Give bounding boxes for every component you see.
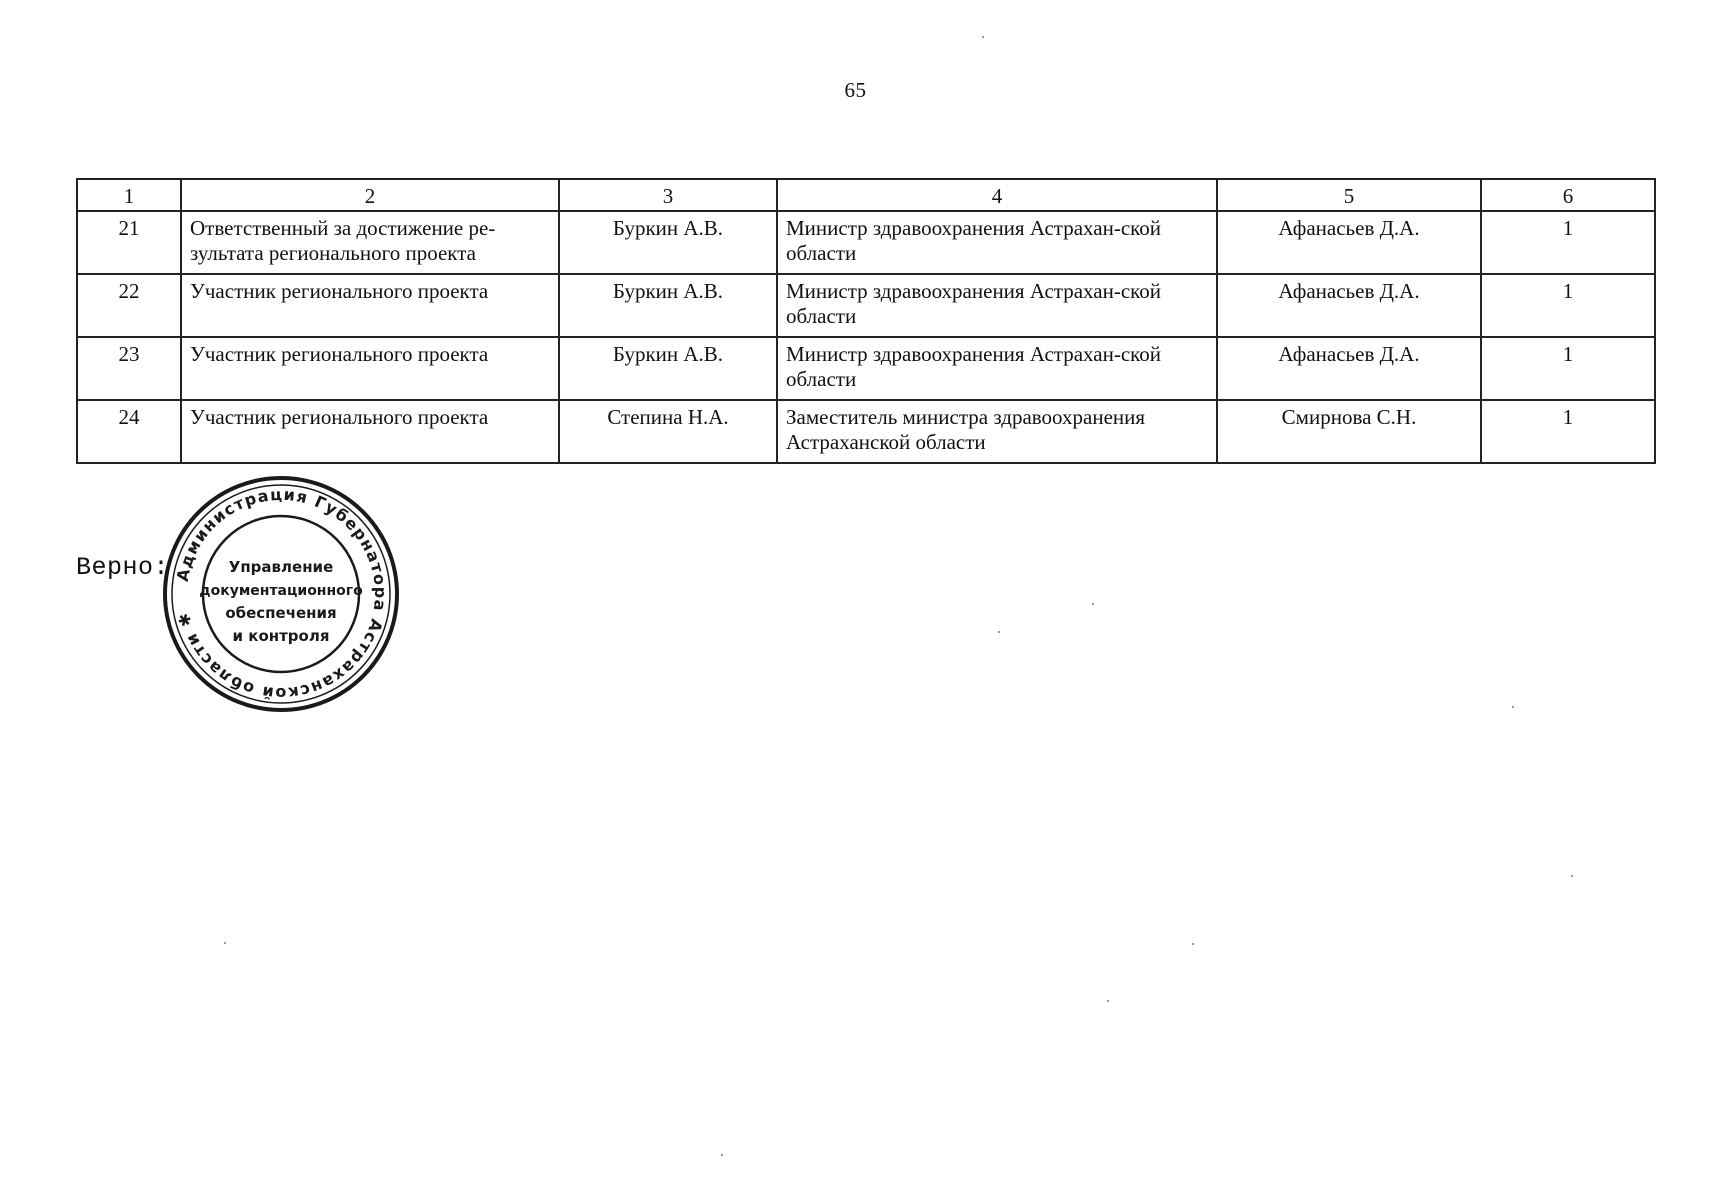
column-header: 2 bbox=[181, 179, 559, 211]
project-role: Участник регионального проекта bbox=[181, 400, 559, 463]
person-name: Буркин А.В. bbox=[559, 274, 777, 337]
assignment-table bbox=[76, 178, 1656, 464]
scan-speck bbox=[721, 1154, 723, 1156]
person-name: Буркин А.В. bbox=[559, 211, 777, 274]
supervisor-name: Смирнова С.Н. bbox=[1217, 400, 1481, 463]
project-role: Ответственный за достижение ре-зультата регионального проекта bbox=[181, 211, 559, 274]
person-position: Министр здравоохранения Астрахан-ской области bbox=[777, 274, 1217, 337]
scan-speck bbox=[1107, 1000, 1109, 1002]
supervisor-name: Афанасьев Д.А. bbox=[1217, 274, 1481, 337]
scan-speck bbox=[998, 631, 1000, 633]
seal-inner-line: Управление bbox=[228, 558, 334, 576]
column-header: 3 bbox=[559, 179, 777, 211]
person-position: Заместитель министра здравоохранения Астраханской области bbox=[777, 400, 1217, 463]
page-number: 65 bbox=[844, 78, 867, 102]
table-row bbox=[77, 274, 1655, 337]
scan-speck bbox=[224, 942, 226, 944]
table-header-row bbox=[77, 179, 1655, 211]
table-row bbox=[77, 400, 1655, 463]
project-role: Участник регионального проекта bbox=[181, 337, 559, 400]
person-name: Буркин А.В. bbox=[559, 337, 777, 400]
seal-inner-line: документационного bbox=[199, 583, 363, 599]
seal-inner-line: и контроля bbox=[232, 627, 330, 645]
supervisor-name: Афанасьев Д.А. bbox=[1217, 211, 1481, 274]
scan-speck bbox=[1092, 603, 1094, 605]
row-number: 21 bbox=[77, 211, 181, 274]
count-value: 1 bbox=[1481, 400, 1655, 463]
count-value: 1 bbox=[1481, 337, 1655, 400]
column-header: 4 bbox=[777, 179, 1217, 211]
official-seal bbox=[161, 474, 401, 714]
table-row bbox=[77, 211, 1655, 274]
row-number: 23 bbox=[77, 337, 181, 400]
seal-inner-line: обеспечения bbox=[225, 604, 337, 622]
seal-outer-text: Администрация Губернатора Астраханской области ✱ bbox=[172, 484, 391, 704]
scan-speck bbox=[1512, 706, 1514, 708]
column-header: 6 bbox=[1481, 179, 1655, 211]
person-name: Степина Н.А. bbox=[559, 400, 777, 463]
person-position: Министр здравоохранения Астрахан-ской области bbox=[777, 337, 1217, 400]
row-number: 22 bbox=[77, 274, 181, 337]
count-value: 1 bbox=[1481, 211, 1655, 274]
scan-speck bbox=[1571, 875, 1573, 877]
person-position: Министр здравоохранения Астрахан-ской области bbox=[777, 211, 1217, 274]
column-header: 1 bbox=[77, 179, 181, 211]
column-header: 5 bbox=[1217, 179, 1481, 211]
verno-label: Верно: bbox=[76, 553, 170, 582]
scan-speck bbox=[1192, 943, 1194, 945]
table-row bbox=[77, 337, 1655, 400]
row-number: 24 bbox=[77, 400, 181, 463]
count-value: 1 bbox=[1481, 274, 1655, 337]
scan-speck bbox=[982, 36, 984, 38]
supervisor-name: Афанасьев Д.А. bbox=[1217, 337, 1481, 400]
project-role: Участник регионального проекта bbox=[181, 274, 559, 337]
